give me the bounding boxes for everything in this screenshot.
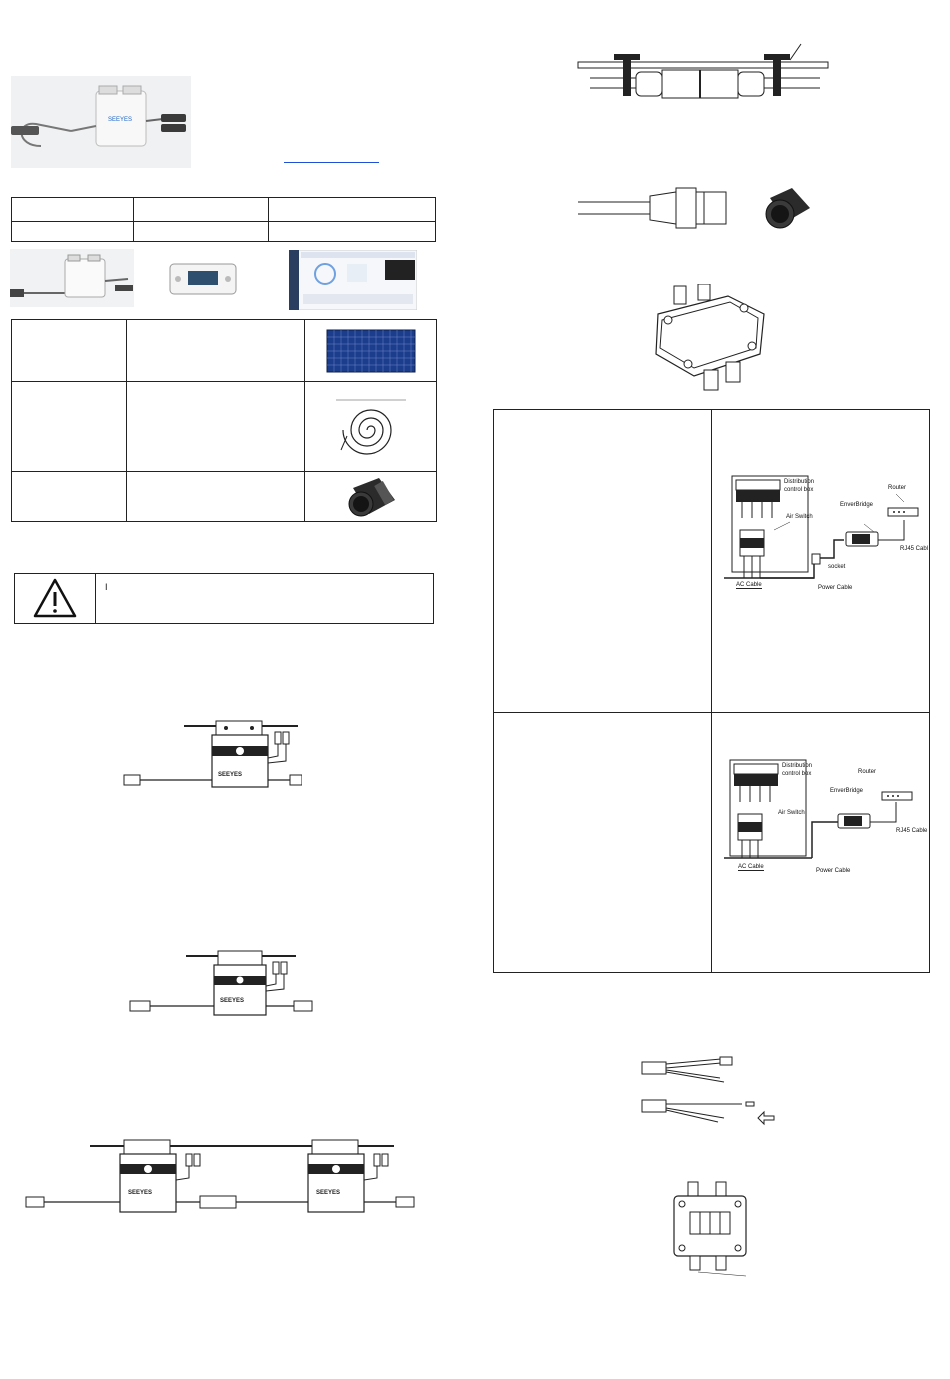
envertbridge-thumb bbox=[168, 260, 238, 298]
label-ac-cable: AC Cable bbox=[738, 864, 764, 870]
inverter-mount-diagram-1 bbox=[118, 718, 302, 798]
label-rj45: RJ45 Cable bbox=[896, 828, 928, 834]
component-desc bbox=[127, 320, 305, 382]
wiring-table bbox=[493, 409, 930, 973]
component-desc bbox=[127, 472, 305, 522]
label-socket: socket bbox=[828, 564, 846, 570]
svg-text:SEEYES: SEEYES bbox=[128, 1190, 153, 1196]
warning-icon-cell bbox=[15, 574, 96, 623]
warning-triangle-icon bbox=[15, 574, 95, 623]
label-air-switch: Air Switch bbox=[778, 810, 805, 816]
label-router: Router bbox=[888, 485, 907, 491]
label-distribution: Distribution control box bbox=[782, 763, 813, 777]
junction-terminal-diagram bbox=[670, 1180, 750, 1280]
inverter-mount-diagram-2 bbox=[126, 948, 316, 1022]
label-ac-cable: AC Cable bbox=[736, 582, 762, 588]
label-distribution: Distribution control box bbox=[784, 479, 815, 493]
component-image-cell bbox=[305, 320, 437, 382]
component-table bbox=[11, 319, 437, 522]
warning-text: I bbox=[105, 582, 108, 592]
inverter-chain-diagram bbox=[24, 1136, 418, 1216]
label-envertbridge: EnverBridge bbox=[830, 788, 864, 794]
accessory-header-cell bbox=[134, 198, 269, 222]
product-link[interactable] bbox=[284, 150, 379, 163]
accessory-cell bbox=[134, 222, 269, 242]
component-name bbox=[12, 320, 127, 382]
component-image-cell bbox=[305, 382, 437, 472]
solar-panel-image bbox=[326, 329, 416, 373]
label-air-switch: Air Switch bbox=[786, 514, 813, 520]
junction-box-diagram bbox=[648, 284, 772, 396]
accessory-cell bbox=[269, 222, 436, 242]
component-desc bbox=[127, 382, 305, 472]
accessory-cell bbox=[12, 222, 134, 242]
accessory-header-cell bbox=[269, 198, 436, 222]
wiring-diagram-with-socket bbox=[724, 474, 929, 604]
label-power-cable: Power Cable bbox=[816, 868, 851, 874]
warning-box bbox=[14, 573, 434, 624]
accessory-header-cell bbox=[12, 198, 134, 222]
label-envertbridge: EnverBridge bbox=[840, 502, 874, 508]
svg-text:SEEYES: SEEYES bbox=[316, 1190, 341, 1196]
accessory-table bbox=[11, 197, 436, 242]
microinverter-thumb bbox=[10, 249, 134, 307]
label-power-cable: Power Cable bbox=[818, 585, 853, 591]
cable-strip-diagram bbox=[640, 1052, 780, 1128]
label-rj45: RJ45 Cabl bbox=[900, 546, 929, 552]
connector-cap-diagram bbox=[576, 182, 822, 236]
component-name bbox=[12, 382, 127, 472]
component-image-cell bbox=[305, 472, 437, 522]
connector-rail-diagram bbox=[576, 38, 832, 100]
component-name bbox=[12, 472, 127, 522]
dashboard-thumb bbox=[289, 250, 417, 310]
svg-text:SEEYES: SEEYES bbox=[220, 998, 245, 1004]
product-photo bbox=[11, 76, 191, 168]
wiring-diagram-direct bbox=[724, 758, 929, 884]
brand-logo: SEEYES bbox=[108, 117, 133, 123]
ac-cable-coil-image bbox=[331, 392, 411, 462]
label-router: Router bbox=[858, 769, 877, 775]
ac-end-cap-image bbox=[339, 474, 403, 520]
svg-text:SEEYES: SEEYES bbox=[218, 772, 243, 778]
